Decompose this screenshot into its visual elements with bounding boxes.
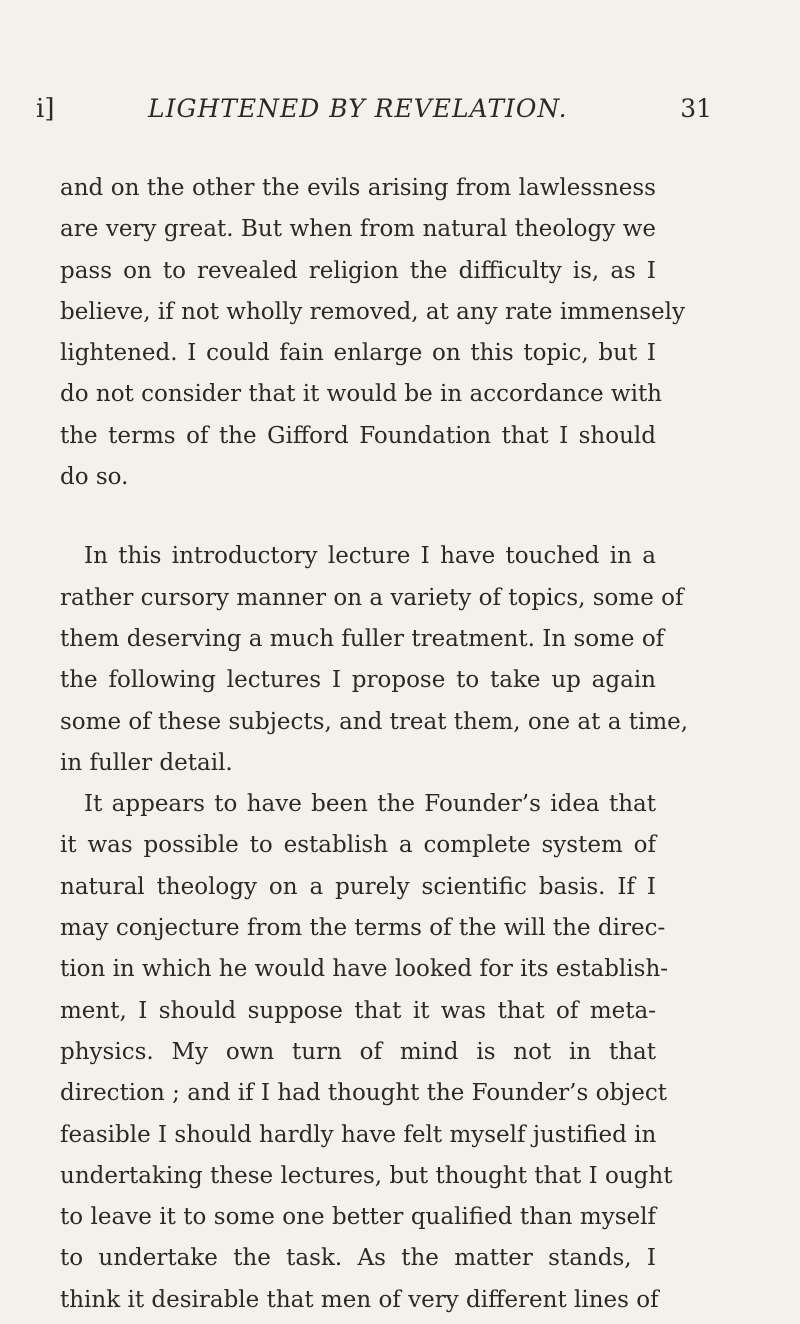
text-line: do not consider that it would be in accordance with xyxy=(60,381,662,408)
text-line: pass on to revealed religion the difficulty is, as I xyxy=(60,257,656,284)
text-line: tion in which he would have looked for its establish- xyxy=(60,956,669,983)
text-line: undertaking these lectures, but thought that I ought xyxy=(60,1162,673,1189)
text-line: may conjecture from the terms of the will the direc- xyxy=(60,915,666,942)
paragraph xyxy=(60,536,689,784)
text-line: are very great. But when from natural theology we xyxy=(60,216,656,243)
body-text xyxy=(60,168,689,1321)
running-header xyxy=(36,94,712,134)
chapter-marker: i] xyxy=(36,94,55,124)
text-line: natural theology on a purely scientific basis. If I xyxy=(60,873,656,900)
text-line: some of these subjects, and treat them, one at a time, xyxy=(60,708,689,735)
text-line: to leave it to some one better qualified than myself xyxy=(60,1204,656,1231)
running-title: LIGHTENED BY REVELATION. xyxy=(148,94,568,123)
paragraph xyxy=(60,168,685,498)
page-number: 31 xyxy=(680,94,712,123)
text-line: rather cursory manner on a variety of topics, some of xyxy=(60,584,684,611)
text-line: It appears to have been the Founder’s idea that xyxy=(84,791,656,818)
text-line: and on the other the evils arising from lawlessness xyxy=(60,175,656,201)
text-line: feasible I should hardly have felt myself justified in xyxy=(60,1121,657,1148)
text-line: them deserving a much fuller treatment. In some of xyxy=(60,625,665,652)
text-line: the terms of the Gifford Foundation that I should xyxy=(60,422,656,449)
text-line: physics. My own turn of mind is not in that xyxy=(60,1038,656,1065)
paragraph-gap xyxy=(60,498,656,536)
text-line: in fuller detail. xyxy=(60,749,233,776)
text-line: lightened. I could fain enlarge on this topic, but I xyxy=(60,340,656,367)
text-line: it was possible to establish a complete system of xyxy=(60,832,656,859)
text-line: the following lectures I propose to take up again xyxy=(60,667,656,694)
text-line: do so. xyxy=(60,464,129,491)
text-line: In this introductory lecture I have touched in a xyxy=(84,543,656,570)
paragraph xyxy=(60,784,673,1321)
text-line: believe, if not wholly removed, at any rate immensely xyxy=(60,298,685,325)
text-line: direction ; and if I had thought the Founder’s object xyxy=(60,1080,668,1107)
text-line: ment, I should suppose that it was that of meta- xyxy=(60,997,656,1024)
text-line: think it desirable that men of very different lines of xyxy=(60,1286,659,1313)
text-line: to undertake the task. As the matter stands, I xyxy=(60,1245,656,1272)
